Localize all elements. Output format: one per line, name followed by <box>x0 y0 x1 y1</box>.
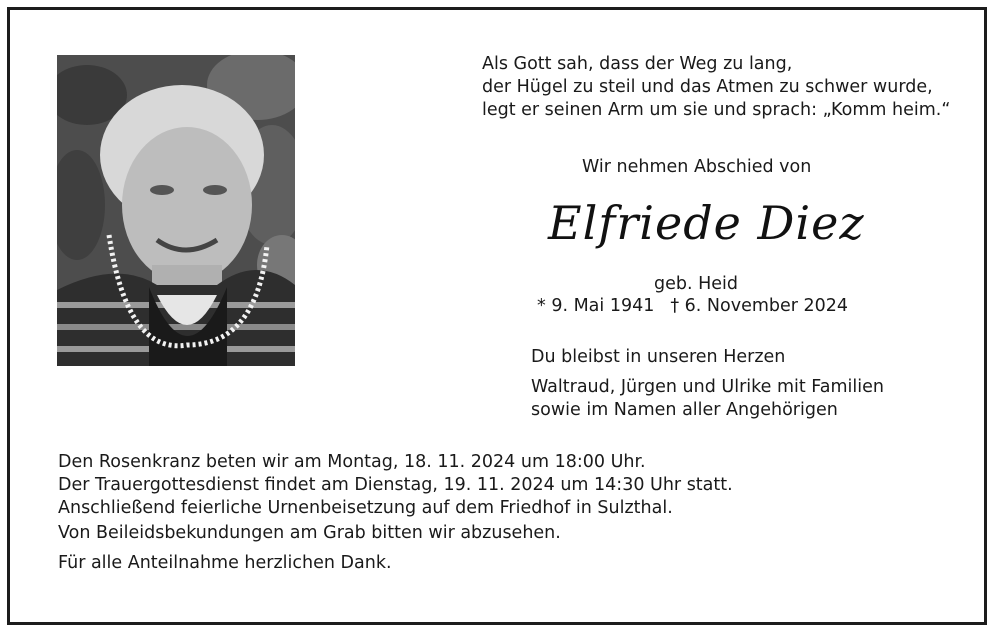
life-dates <box>537 296 848 316</box>
poem-line: legt er seinen Arm um sie und sprach: „Komm heim.“ <box>482 100 951 120</box>
poem <box>482 53 950 122</box>
poem-line: der Hügel zu steil und das Atmen zu schwer wurde, <box>482 77 933 97</box>
condolence-note: Von Beileidsbekundungen am Grab bitten wir abzusehen. <box>58 523 561 543</box>
thanks-note: Für alle Anteilnahme herzlichen Dank. <box>58 553 392 573</box>
poem-line: Als Gott sah, dass der Weg zu lang, <box>482 54 793 74</box>
service-info <box>58 451 733 520</box>
birth-name: geb. Heid <box>654 274 739 294</box>
family-signature <box>531 376 884 422</box>
service-line: Den Rosenkranz beten wir am Montag, 18. 11. 2024 um 18:00 Uhr. <box>58 452 646 472</box>
family-line: Waltraud, Jürgen und Ulrike mit Familien <box>531 377 884 397</box>
service-line: Der Trauergottesdienst findet am Dienstag, 19. 11. 2024 um 14:30 Uhr statt. <box>58 475 733 495</box>
family-line: sowie im Namen aller Angehörigen <box>531 400 838 420</box>
service-line: Anschließend feierliche Urnenbeisetzung auf dem Friedhof in Sulzthal. <box>58 498 673 518</box>
remembrance-line: Du bleibst in unseren Herzen <box>531 347 786 367</box>
birth-date: * 9. Mai 1941 <box>537 296 655 316</box>
farewell-intro: Wir nehmen Abschied von <box>582 157 812 177</box>
portrait-photo <box>57 55 295 366</box>
death-date: † 6. November 2024 <box>670 296 849 316</box>
deceased-name: Elfriede Diez <box>548 196 865 250</box>
